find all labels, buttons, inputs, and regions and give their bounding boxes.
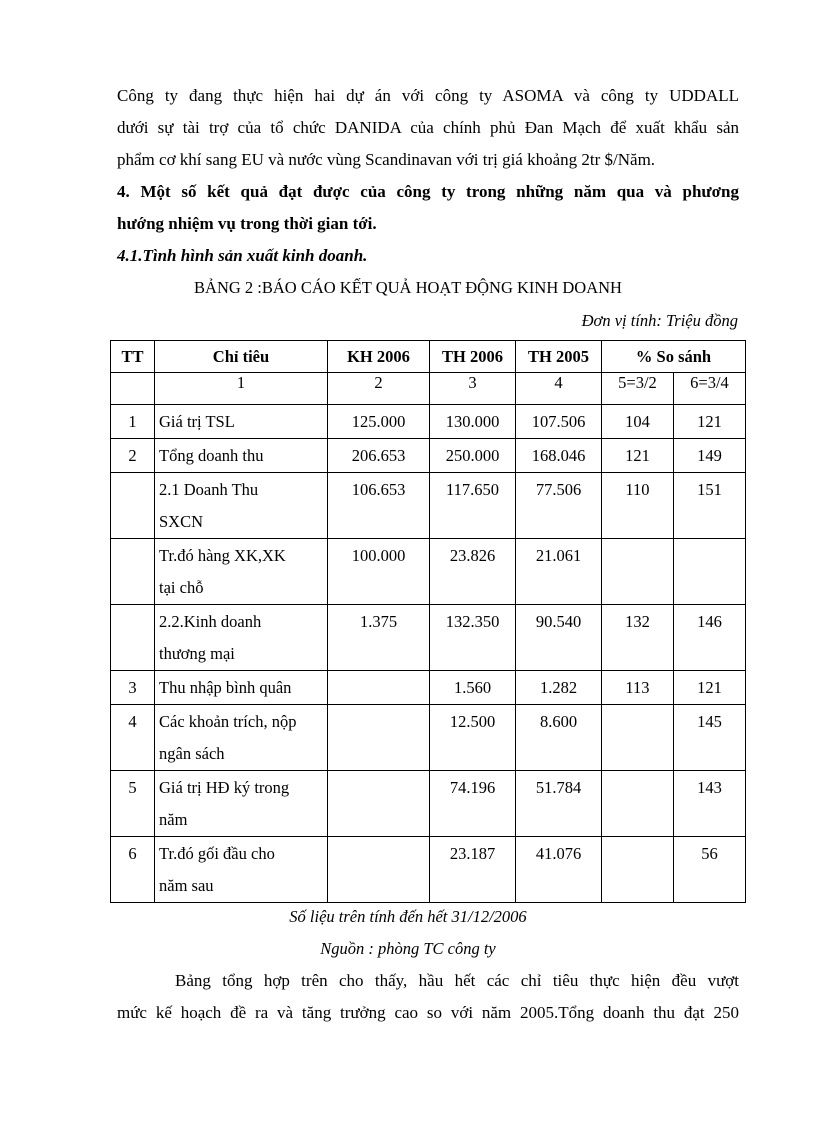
- cell-chi-tieu: [155, 705, 328, 771]
- cell-kh2006: [328, 837, 430, 903]
- cell-th2006-text: 23.826: [449, 546, 496, 565]
- cell-compare-6-text: 143: [697, 778, 722, 797]
- cell-kh2006-text: 1.375: [359, 612, 398, 631]
- unit-label: Đơn vị tính: Triệu đồng: [581, 311, 738, 330]
- cell-chi-tieu-line: Các khoản trích, nộp: [159, 712, 297, 731]
- cell-th2005: [516, 405, 602, 439]
- cell-kh2006: [328, 671, 430, 705]
- cell-kh2006-text: 106.653: [351, 480, 406, 499]
- cell-chi-tieu: [155, 837, 328, 903]
- cell-th2005-text: 107.506: [531, 412, 586, 431]
- cell-compare-5: [602, 539, 674, 605]
- cell-tt-text: 5: [128, 778, 137, 797]
- cell-chi-tieu-text: [159, 539, 327, 604]
- column-number-cell: 3: [430, 373, 516, 405]
- cell-compare-6-text: 151: [697, 480, 722, 499]
- cell-compare-5: [602, 605, 674, 671]
- cell-compare-6-text: 146: [697, 612, 722, 631]
- column-number-cell: 6=3/4: [674, 373, 746, 405]
- cell-compare-6: [674, 439, 746, 473]
- cell-th2005: [516, 671, 602, 705]
- cell-kh2006: [328, 771, 430, 837]
- cell-chi-tieu-line: năm sau: [159, 876, 214, 895]
- cell-compare-5-text: 104: [625, 412, 650, 431]
- cell-tt-text: 4: [128, 712, 137, 731]
- header-tt: TT: [111, 341, 155, 373]
- cell-th2006: [430, 771, 516, 837]
- cell-tt-text: [111, 539, 154, 540]
- cell-chi-tieu-line: Tr.đó hàng XK,XK: [159, 546, 286, 565]
- cell-chi-tieu-line: 2.2.Kinh doanh: [159, 612, 262, 631]
- cell-compare-5: [602, 771, 674, 837]
- cell-compare-5: [602, 837, 674, 903]
- cell-compare-5-text: [602, 539, 673, 540]
- data-date-note: Số liệu trên tính đến hết 31/12/2006: [289, 907, 527, 926]
- cell-chi-tieu-line: Thu nhập bình quân: [159, 678, 292, 697]
- cell-kh2006-text: [328, 837, 429, 838]
- cell-chi-tieu-line: SXCN: [159, 512, 204, 531]
- cell-th2006: [430, 439, 516, 473]
- cell-chi-tieu-line: Giá trị HĐ ký trong: [159, 778, 290, 797]
- cell-th2005: [516, 539, 602, 605]
- cell-compare-5: [602, 671, 674, 705]
- cell-th2006-text: 1.560: [453, 678, 492, 697]
- cell-chi-tieu-line: năm: [159, 810, 188, 829]
- cell-kh2006-text: [328, 771, 429, 772]
- closing-line: mức kế hoạch đề ra và tăng trưởng cao so với năm 2005.Tổng doanh thu đạt 250: [117, 1003, 739, 1022]
- table-row: [111, 705, 746, 771]
- table-row: [111, 837, 746, 903]
- section-heading: [117, 176, 739, 240]
- cell-tt: [111, 539, 155, 605]
- cell-compare-5: [602, 473, 674, 539]
- cell-tt-text: [111, 473, 154, 474]
- cell-th2006-text: 117.650: [445, 480, 499, 499]
- cell-th2006: [430, 605, 516, 671]
- cell-kh2006-text: 125.000: [351, 412, 406, 431]
- cell-chi-tieu: [155, 473, 328, 539]
- header-so-sanh: % So sánh: [602, 341, 746, 373]
- cell-th2005: [516, 837, 602, 903]
- cell-tt-text: [111, 605, 154, 606]
- cell-compare-6: [674, 605, 746, 671]
- cell-compare-6: [674, 473, 746, 539]
- cell-chi-tieu-text: [159, 671, 327, 704]
- business-results-table: [110, 340, 746, 903]
- column-number-cell: [111, 373, 155, 405]
- column-number-cell: 4: [516, 373, 602, 405]
- cell-th2005: [516, 473, 602, 539]
- closing-line: Bảng tổng hợp trên cho thấy, hầu hết các chỉ tiêu thực hiện đều vượt: [175, 971, 739, 990]
- cell-th2005: [516, 771, 602, 837]
- cell-th2005-text: 21.061: [535, 546, 582, 565]
- subsection-heading: 4.1.Tình hình sản xuất kinh doanh.: [117, 246, 368, 265]
- cell-kh2006: [328, 405, 430, 439]
- cell-compare-5-text: 113: [625, 678, 650, 697]
- cell-th2005-text: 1.282: [539, 678, 578, 697]
- cell-kh2006: [328, 439, 430, 473]
- cell-th2005-text: 168.046: [531, 446, 586, 465]
- cell-tt-text: 6: [128, 844, 137, 863]
- closing-paragraph: [117, 965, 739, 1029]
- intro-line: dưới sự tài trợ của tổ chức DANIDA của chính phủ Đan Mạch để xuất khẩu sản: [117, 118, 739, 137]
- intro-paragraph: [117, 80, 739, 176]
- cell-th2005: [516, 705, 602, 771]
- table-row: [111, 671, 746, 705]
- cell-th2006: [430, 837, 516, 903]
- cell-tt: [111, 837, 155, 903]
- cell-tt-text: 2: [128, 446, 137, 465]
- column-number-cell: 2: [328, 373, 430, 405]
- table-title: BẢNG 2 :BÁO CÁO KẾT QUẢ HOẠT ĐỘNG KINH DOANH: [194, 278, 622, 297]
- cell-tt: [111, 605, 155, 671]
- cell-compare-6: [674, 405, 746, 439]
- cell-chi-tieu-text: [159, 605, 327, 670]
- cell-tt: [111, 405, 155, 439]
- cell-compare-6-text: 121: [697, 678, 722, 697]
- column-number-cell: 1: [155, 373, 328, 405]
- cell-tt-text: 1: [128, 412, 137, 431]
- cell-chi-tieu-line: Giá trị TSL: [159, 412, 235, 431]
- cell-chi-tieu-line: thương mại: [159, 644, 235, 663]
- table-header-row: [111, 341, 746, 373]
- cell-compare-5: [602, 705, 674, 771]
- cell-tt-text: 3: [128, 678, 137, 697]
- cell-compare-5: [602, 405, 674, 439]
- cell-chi-tieu-text: [159, 705, 327, 770]
- cell-th2005: [516, 439, 602, 473]
- cell-th2005-text: 8.600: [539, 712, 578, 731]
- cell-chi-tieu-line: 2.1 Doanh Thu: [159, 480, 259, 499]
- cell-chi-tieu: [155, 439, 328, 473]
- cell-kh2006: [328, 705, 430, 771]
- table-row: [111, 771, 746, 837]
- cell-th2006-text: 130.000: [445, 412, 500, 431]
- cell-chi-tieu: [155, 405, 328, 439]
- cell-compare-5: [602, 439, 674, 473]
- header-kh2006: KH 2006: [328, 341, 430, 373]
- data-source-note: Nguồn : phòng TC công ty: [320, 939, 496, 958]
- cell-th2006: [430, 405, 516, 439]
- cell-kh2006: [328, 539, 430, 605]
- cell-kh2006-text: 100.000: [351, 546, 406, 565]
- table-body: [111, 405, 746, 903]
- cell-th2006-text: 12.500: [449, 712, 496, 731]
- cell-th2006-text: 132.350: [445, 612, 500, 631]
- cell-compare-5-text: 110: [625, 480, 650, 499]
- cell-th2006: [430, 705, 516, 771]
- column-number-cell: 5=3/2: [602, 373, 674, 405]
- cell-tt: [111, 771, 155, 837]
- cell-th2005-text: 90.540: [535, 612, 582, 631]
- cell-kh2006: [328, 605, 430, 671]
- cell-chi-tieu-text: [159, 771, 327, 836]
- cell-compare-6-text: 145: [697, 712, 722, 731]
- header-th2005: TH 2005: [516, 341, 602, 373]
- cell-compare-6: [674, 837, 746, 903]
- cell-th2006-text: 250.000: [445, 446, 500, 465]
- cell-chi-tieu-line: Tr.đó gối đầu cho: [159, 844, 275, 863]
- cell-tt: [111, 439, 155, 473]
- cell-chi-tieu-line: ngân sách: [159, 744, 225, 763]
- cell-chi-tieu-line: Tổng doanh thu: [159, 446, 264, 465]
- header-chi-tieu: Chỉ tiêu: [155, 341, 328, 373]
- cell-chi-tieu-text: [159, 439, 327, 472]
- table-row: [111, 473, 746, 539]
- column-number-row: [111, 373, 746, 405]
- cell-compare-6-text: 56: [701, 844, 718, 863]
- cell-th2006-text: 74.196: [449, 778, 496, 797]
- cell-th2006: [430, 539, 516, 605]
- cell-compare-5-text: [602, 705, 673, 706]
- cell-kh2006-text: [328, 705, 429, 706]
- cell-chi-tieu: [155, 771, 328, 837]
- cell-th2005-text: 51.784: [535, 778, 582, 797]
- heading-line: 4. Một số kết quả đạt được của công ty trong những năm qua và phương: [117, 182, 739, 201]
- cell-compare-5-text: [602, 837, 673, 838]
- table-row: [111, 605, 746, 671]
- cell-compare-5-text: [602, 771, 673, 772]
- cell-chi-tieu-text: [159, 473, 327, 538]
- cell-compare-6-text: [674, 539, 745, 540]
- cell-th2005-text: 77.506: [535, 480, 582, 499]
- cell-compare-6: [674, 671, 746, 705]
- intro-line: Công ty đang thực hiện hai dự án với công ty ASOMA và công ty UDDALL: [117, 86, 739, 105]
- cell-th2006-text: 23.187: [449, 844, 496, 863]
- cell-compare-6: [674, 771, 746, 837]
- cell-th2005: [516, 605, 602, 671]
- table-row: [111, 439, 746, 473]
- cell-compare-6-text: 149: [697, 446, 722, 465]
- cell-compare-5-text: 121: [625, 446, 650, 465]
- table-row: [111, 405, 746, 439]
- cell-th2005-text: 41.076: [535, 844, 582, 863]
- cell-th2006: [430, 473, 516, 539]
- header-th2006: TH 2006: [430, 341, 516, 373]
- cell-kh2006: [328, 473, 430, 539]
- cell-chi-tieu: [155, 539, 328, 605]
- cell-chi-tieu: [155, 671, 328, 705]
- cell-compare-6: [674, 705, 746, 771]
- table-row: [111, 539, 746, 605]
- cell-chi-tieu-line: tại chỗ: [159, 578, 204, 597]
- cell-chi-tieu-text: [159, 405, 327, 438]
- cell-kh2006-text: 206.653: [351, 446, 406, 465]
- cell-tt: [111, 705, 155, 771]
- cell-th2006: [430, 671, 516, 705]
- cell-chi-tieu: [155, 605, 328, 671]
- cell-tt: [111, 671, 155, 705]
- cell-compare-5-text: 132: [625, 612, 650, 631]
- cell-compare-6: [674, 539, 746, 605]
- intro-line: phẩm cơ khí sang EU và nước vùng Scandinavan với trị giá khoảng 2tr $/Năm.: [117, 150, 656, 169]
- cell-tt: [111, 473, 155, 539]
- cell-kh2006-text: [328, 671, 429, 672]
- cell-chi-tieu-text: [159, 837, 327, 902]
- cell-compare-6-text: 121: [697, 412, 722, 431]
- heading-line: hướng nhiệm vụ trong thời gian tới.: [117, 214, 377, 233]
